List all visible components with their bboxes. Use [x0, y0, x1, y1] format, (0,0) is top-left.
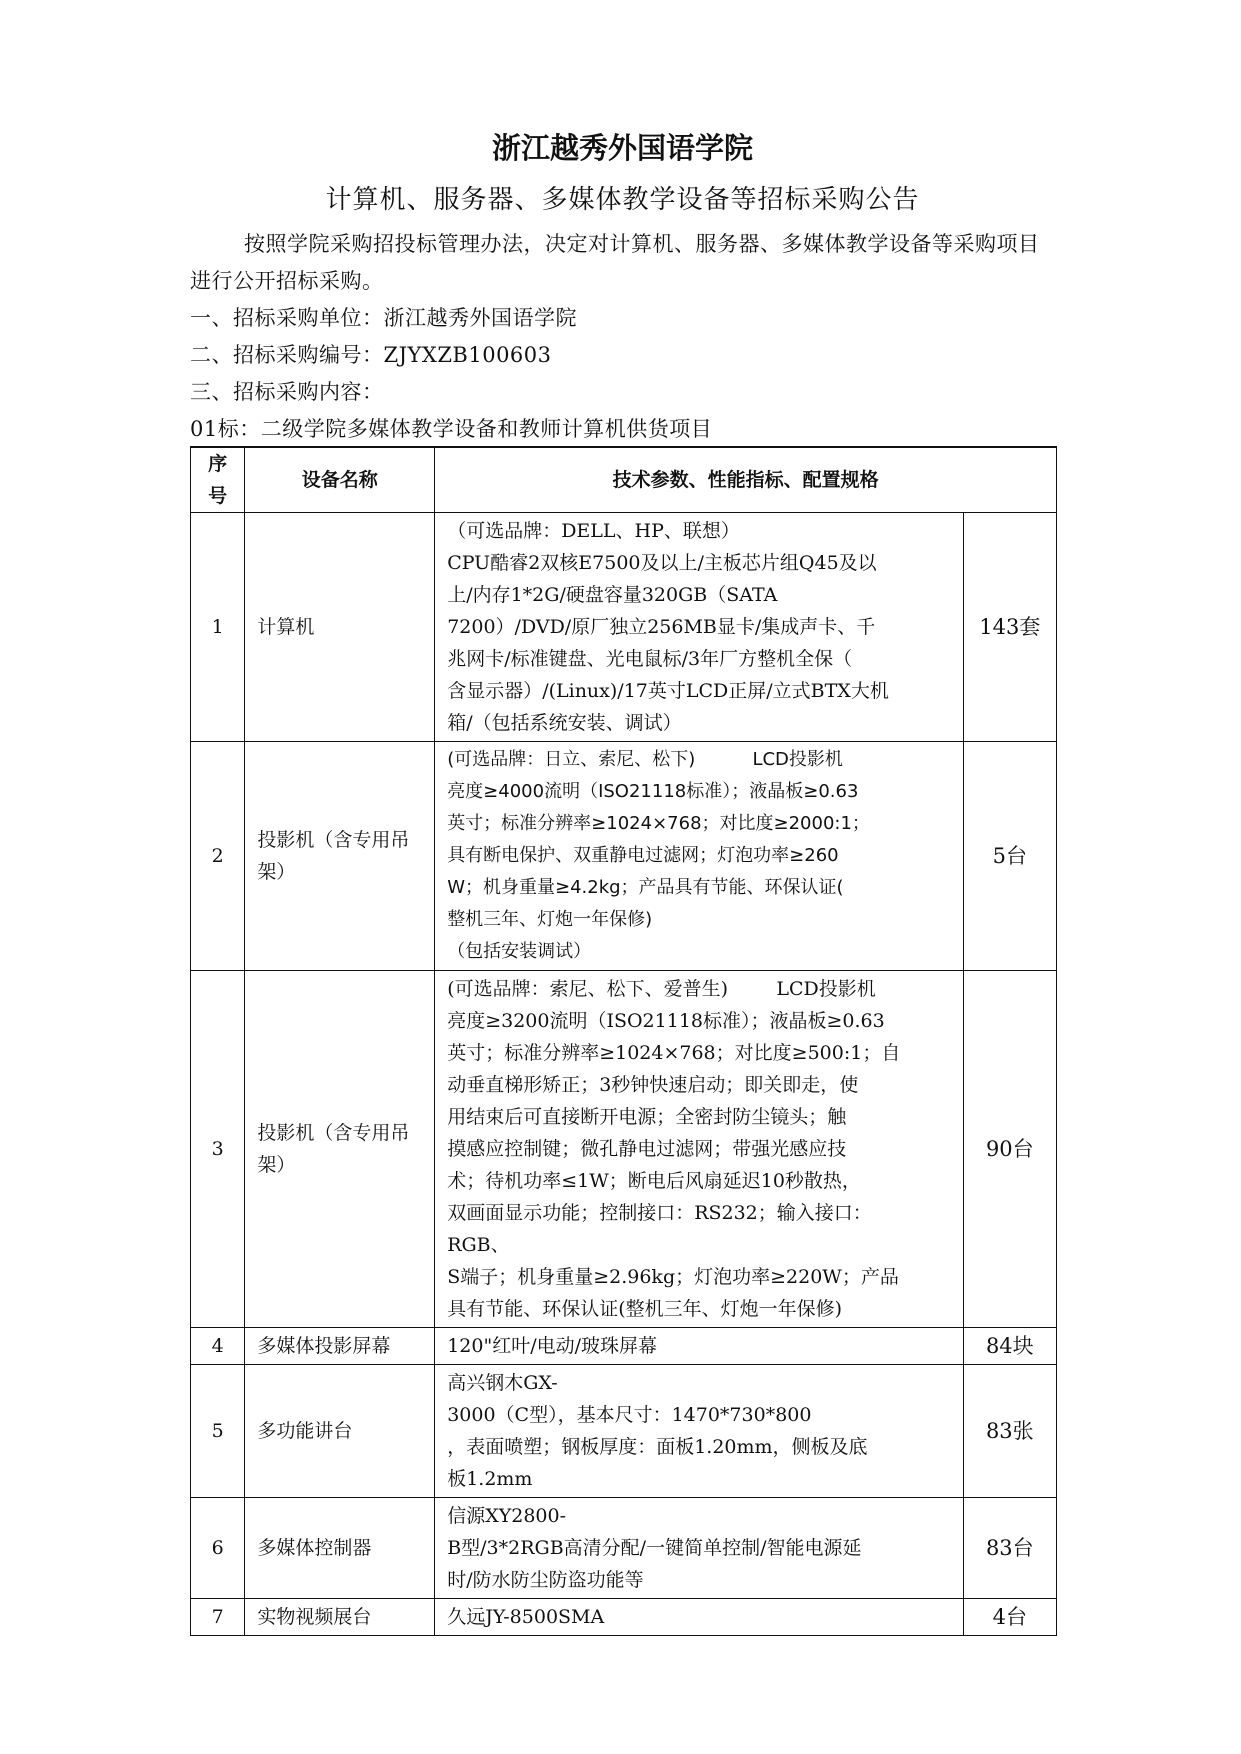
spec-line: 双画面显示功能；控制接口：RS232；输入接口：: [447, 1202, 872, 1224]
spec-line: 英寸；标准分辨率≥1024×768；对比度≥2000:1；: [447, 813, 870, 834]
procurement-content: 三、招标采购内容：: [190, 380, 384, 404]
equipment-quantity: 143套: [963, 513, 1056, 742]
spec-line: 3000（C型），基本尺寸：1470*730*800: [447, 1404, 812, 1426]
table-row: [191, 742, 1057, 971]
spec-line: 高兴钢木GX-: [447, 1372, 558, 1394]
equipment-spec: [435, 1365, 963, 1498]
lot-title: 01标：二级学院多媒体教学设备和教师计算机供货项目: [190, 417, 713, 441]
document-subtitle: 计算机、服务器、多媒体教学设备等招标采购公告: [325, 185, 920, 215]
spec-line: (可选品牌：索尼、松下、爱普生) LCD投影机: [447, 978, 876, 1000]
equipment-quantity: 90台: [963, 971, 1056, 1328]
spec-line: 久远JY-8500SMA: [447, 1606, 605, 1628]
spec-line: 7200）/DVD/原厂独立256MB显卡/集成声卡、千: [447, 616, 876, 638]
equipment-spec: [435, 1599, 963, 1636]
row-number: 6: [191, 1498, 245, 1599]
row-number: 5: [191, 1365, 245, 1498]
equipment-name: 多媒体控制器: [245, 1498, 435, 1599]
spec-line: 术；待机功率≤1W；断电后风扇延迟10秒散热，: [447, 1170, 861, 1192]
spec-line: ，表面喷塑；钢板厚度：面板1.20mm，侧板及底: [447, 1436, 868, 1458]
table-row: [191, 971, 1057, 1328]
equipment-spec: [435, 1498, 963, 1599]
equipment-name: 实物视频展台: [245, 1599, 435, 1636]
table-row: [191, 1599, 1057, 1636]
procurement-code: 二、招标采购编号：ZJYXZB100603: [190, 343, 552, 367]
spec-line: 含显示器）/(Linux)/17英寸LCD正屏/立式BTX大机: [447, 680, 889, 702]
equipment-name: 投影机（含专用吊架）: [245, 971, 435, 1328]
intro-paragraph: 按照学院采购招投标管理办法，决定对计算机、服务器、多媒体教学设备等采购项目进行公开招标采购。: [190, 232, 1040, 293]
spec-line: 上/内存1*2G/硬盘容量320GB（SATA: [447, 584, 778, 606]
spec-line: 用结束后可直接断开电源；全密封防尘镜头；触: [447, 1106, 847, 1128]
equipment-quantity: 83台: [963, 1498, 1056, 1599]
spec-line: 时/防水防尘防盗功能等: [447, 1569, 644, 1591]
spec-line: 兆网卡/标准键盘、光电鼠标/3年厂方整机全保（: [447, 648, 853, 670]
spec-line: （包括安装调试）: [447, 941, 592, 962]
document-page: [190, 128, 1055, 1636]
spec-line: (可选品牌：日立、索尼、松下) LCD投影机: [447, 749, 843, 770]
equipment-quantity: 84块: [963, 1328, 1056, 1365]
spec-line: 亮度≥4000流明（ISO21118标准）；液晶板≥0.63: [447, 781, 859, 802]
spec-line: （可选品牌：DELL、HP、联想）: [447, 520, 740, 542]
equipment-name: 投影机（含专用吊架）: [245, 742, 435, 971]
table-row: [191, 513, 1057, 742]
equipment-quantity: 4台: [963, 1599, 1056, 1636]
spec-line: 摸感应控制键；微孔静电过滤网；带强光感应技: [447, 1138, 847, 1160]
header-spec: 技术参数、性能指标、配置规格: [435, 447, 1057, 513]
table-header-row: [191, 447, 1057, 513]
spec-line: 整机三年、灯炮一年保修): [447, 909, 653, 930]
equipment-quantity: 5台: [963, 742, 1056, 971]
equipment-spec: [435, 742, 963, 971]
spec-line: 具有节能、环保认证(整机三年、灯炮一年保修): [447, 1298, 843, 1320]
equipment-spec: [435, 971, 963, 1328]
table-row: [191, 1365, 1057, 1498]
document-title: 浙江越秀外国语学院: [491, 131, 753, 165]
equipment-table: [190, 446, 1057, 1636]
table-row: [191, 1328, 1057, 1365]
spec-line: 信源XY2800-: [447, 1505, 567, 1527]
spec-line: RGB、: [447, 1234, 510, 1256]
equipment-name: 计算机: [245, 513, 435, 742]
spec-line: 动垂直梯形矫正；3秒钟快速启动；即关即走，使: [447, 1074, 859, 1096]
row-number: 1: [191, 513, 245, 742]
equipment-quantity: 83张: [963, 1365, 1056, 1498]
row-number: 2: [191, 742, 245, 971]
row-number: 4: [191, 1328, 245, 1365]
spec-line: 板1.2mm: [447, 1468, 533, 1490]
equipment-name: 多功能讲台: [245, 1365, 435, 1498]
spec-line: W；机身重量≥4.2kg；产品具有节能、环保认证(: [447, 877, 844, 898]
row-number: 3: [191, 971, 245, 1328]
spec-line: CPU酷睿2双核E7500及以上/主板芯片组Q45及以: [447, 552, 877, 574]
spec-line: 亮度≥3200流明（ISO21118标准）；液晶板≥0.63: [447, 1010, 885, 1032]
spec-line: 120"红叶/电动/玻珠屏幕: [447, 1335, 657, 1357]
equipment-spec: [435, 1328, 963, 1365]
spec-line: 具有断电保护、双重静电过滤网；灯泡功率≥260: [447, 845, 839, 866]
equipment-name: 多媒体投影屏幕: [245, 1328, 435, 1365]
spec-line: S端子；机身重量≥2.96kg；灯泡功率≥220W；产品: [447, 1266, 899, 1288]
equipment-spec: [435, 513, 963, 742]
spec-line: 箱/（包括系统安装、调试）: [447, 712, 682, 734]
row-number: 7: [191, 1599, 245, 1636]
procurement-unit: 一、招标采购单位：浙江越秀外国语学院: [190, 306, 577, 330]
spec-line: B型/3*2RGB高清分配/一键简单控制/智能电源延: [447, 1537, 862, 1559]
header-no: 序号: [191, 447, 245, 513]
table-row: [191, 1498, 1057, 1599]
header-name: 设备名称: [245, 447, 435, 513]
spec-line: 英寸；标准分辨率≥1024×768；对比度≥500:1；自: [447, 1042, 901, 1064]
